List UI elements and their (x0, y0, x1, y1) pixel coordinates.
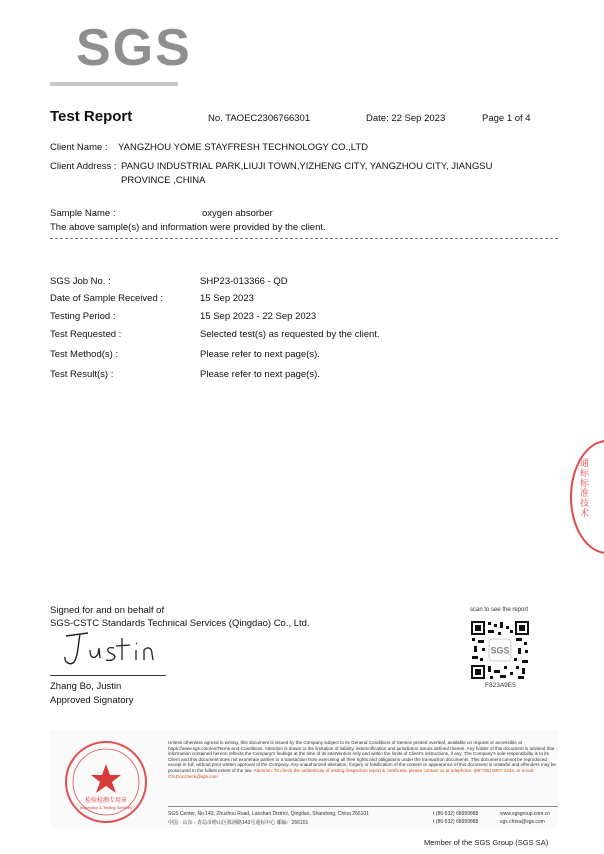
signer-role: Approved Signatory (50, 695, 134, 706)
detail-value: Please refer to next page(s). (200, 369, 320, 380)
address-cn: 中国 · 山东 · 青岛市崂山区株洲路143号通标中心 邮编：266101 (168, 820, 309, 826)
sample-note: The above sample(s) and information were provided by the client. (50, 222, 326, 233)
handwritten-signature (58, 628, 168, 670)
client-name-label: Client Name : (50, 142, 108, 153)
detail-label: Testing Period : (50, 311, 116, 322)
address-en: SGS Center, No.143, Zhuzhou Road, Laoshan District, Qingdao, Shandong, China 266101 (168, 811, 369, 817)
seal-sub-text: Inspection & Testing Services (79, 805, 133, 810)
detail-label: SGS Job No. : (50, 276, 111, 287)
report-title: Test Report (50, 108, 133, 125)
signed-behalf-line1: Signed for and on behalf of (50, 605, 165, 616)
report-date: Date: 22 Sep 2023 (366, 113, 446, 124)
disclaimer-text: Unless otherwise agreed in writing, this document is issued by the Company subject to its General Conditions of Service printed overleaf, available on request or accessible at https://www.sgs.com/en/Terms-and-Conditions. Attention is drawn to the limitation of liability, indemnification and jurisdiction issues defined therein. Any holder of this document is advised that information contained hereon reflects the Company's findings at the time of its intervention only and within the limits of Client's instructions, if any. The Company's sole responsibility is to its Client and this document does not exonerate parties to a transaction from exercising all their rights and obligations under the transaction documents. This document cannot be reproduced except in full, without prior written approval of the Company. Any unauthorized alteration, forgery or falsification of the content or appearance of this document is unlawful and offenders may be prosecuted to the fullest extent of the law. (168, 740, 556, 773)
detail-value: 15 Sep 2023 - 22 Sep 2023 (200, 311, 317, 322)
footer-disclaimer (168, 740, 560, 779)
detail-label: Date of Sample Received : (50, 293, 164, 304)
detail-label: Test Requested : (50, 329, 122, 340)
qr-code[interactable] (470, 620, 530, 680)
sgs-logo: SGS (76, 19, 192, 77)
email-link[interactable]: sgs.china@sgs.com (500, 819, 545, 825)
signer-name: Zhang Bo, Justin (50, 681, 122, 692)
detail-label: Test Result(s) : (50, 369, 114, 380)
seal-center-text: 检验检测专用章 (84, 797, 128, 804)
authenticity-warning[interactable]: Attention: To check the authenticity of testing /inspection report & certificate, please contact us at telephone: (86-755) 8307 1443, or email: CN.Doccheck@sgs.com (168, 767, 535, 779)
client-address-label: Client Address : (50, 161, 117, 172)
detail-label: Test Method(s) : (50, 349, 119, 360)
sample-name-value: oxygen absorber (202, 208, 273, 219)
signed-behalf-line2: SGS-CSTC Standards Technical Services (Qingdao) Co., Ltd. (50, 618, 310, 629)
signature-line (50, 675, 166, 676)
website-link[interactable]: www.sgsgroup.com.cn (500, 811, 551, 817)
detail-value: 15 Sep 2023 (200, 293, 254, 304)
sample-name-label: Sample Name : (50, 208, 116, 219)
report-page: Page 1 of 4 (482, 113, 531, 124)
report-number: No. TAOEC2306766301 (208, 113, 311, 124)
qr-center-logo: SGS (490, 645, 510, 656)
client-name-value: YANGZHOU YOME STAYFRESH TECHNOLOGY CO.,LTD (118, 142, 369, 153)
qr-code-text: F823A9E5 (485, 682, 516, 689)
logo-underline (50, 82, 178, 86)
detail-value: Please refer to next page(s). (200, 349, 320, 360)
footer-rule (168, 806, 558, 807)
client-address-line1: PANGU INDUSTRIAL PARK,LIUJI TOWN,YIZHENG CITY, YANGZHOU CITY, JIANGSU (121, 161, 493, 172)
detail-value: Selected test(s) as requested by the client. (200, 329, 380, 340)
seal-text: 通标标准技术 (579, 458, 589, 518)
phone-2: t (86-532) 68999888 (433, 819, 479, 825)
detail-value: SHP23-013366 - QD (200, 276, 288, 287)
qr-caption: scan to see the report (470, 607, 529, 613)
client-address-line2: PROVINCE ,CHINA (121, 175, 206, 186)
company-seal-partial (570, 440, 604, 554)
dashed-divider (50, 238, 558, 239)
member-note: Member of the SGS Group (SGS SA) (424, 838, 549, 847)
inspection-seal (62, 738, 150, 826)
phone-1: t (86-532) 68999888 (433, 811, 479, 817)
